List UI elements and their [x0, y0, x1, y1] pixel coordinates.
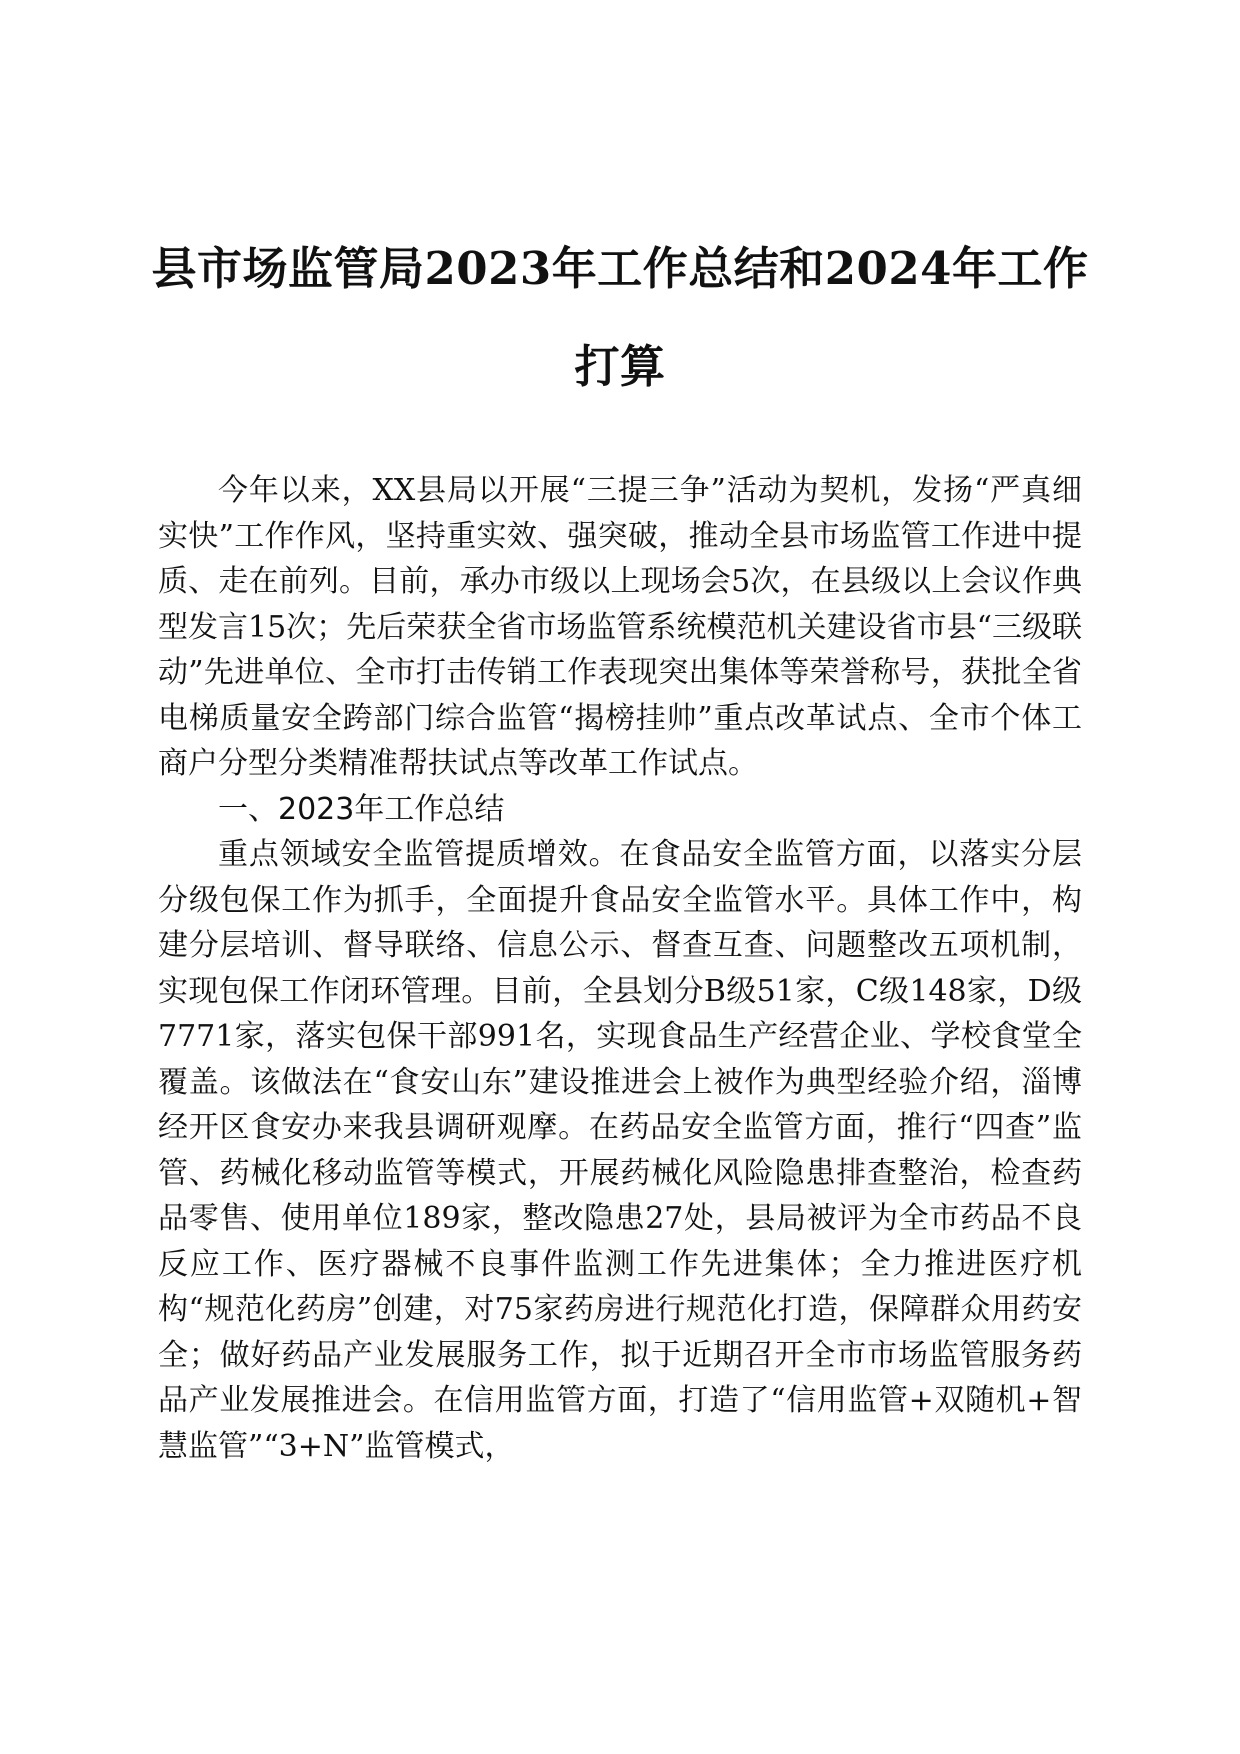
document-title — [140, 220, 1100, 416]
document-title-line-1: 县市场监管局2023年工作总结和2024年工作 — [151, 242, 1089, 295]
section-paragraph-safety-supervision: 重点领域安全监管提质增效。在食品安全监管方面，以落实分层分级包保工作为抓手，全面提升食品安全监管水平。具体工作中，构建分层培训、督导联络、信息公示、督查互查、问题整改五项机制，实现包保工作闭环管理。目前，全县划分B级51家，C级148家，D级7771家，落实包保干部991名，实现食品生产经营企业、学校食堂全覆盖。该做法在“食安山东”建设推进会上被作为典型经验介绍，淄博经开区食安办来我县调研观摩。在药品安全监管方面，推行“四查”监管、药械化移动监管等模式，开展药械化风险隐患排查整治，检查药品零售、使用单位189家，整改隐患27处，县局被评为全市药品不良反应工作、医疗器械不良事件监测工作先进集体；全力推进医疗机构“规范化药房”创建，对75家药房进行规范化打造，保障群众用药安全；做好药品产业发展服务工作，拟于近期召开全市市场监管服务药品产业发展推进会。在信用监管方面，打造了“信用监管+双随机+智慧监管”“3+N”监管模式， — [158, 837, 1082, 1464]
document-body — [158, 468, 1082, 1469]
document-title-line-2: 打算 — [574, 340, 666, 393]
intro-paragraph: 今年以来，XX县局以开展“三提三争”活动为契机，发扬“严真细实快”工作作风，坚持重实效、强突破，推动全县市场监管工作进中提质、走在前列。目前，承办市级以上现场会5次，在县级以上会议作典型发言15次；先后荣获全省市场监管系统模范机关建设省市县“三级联动”先进单位、全市打击传销工作表现突出集体等荣誉称号，获批全省电梯质量安全跨部门综合监管“揭榜挂帅”重点改革试点、全市个体工商户分型分类精准帮扶试点等改革工作试点。 — [158, 473, 1082, 781]
section-heading-2023-summary: 一、2023年工作总结 — [218, 791, 505, 827]
